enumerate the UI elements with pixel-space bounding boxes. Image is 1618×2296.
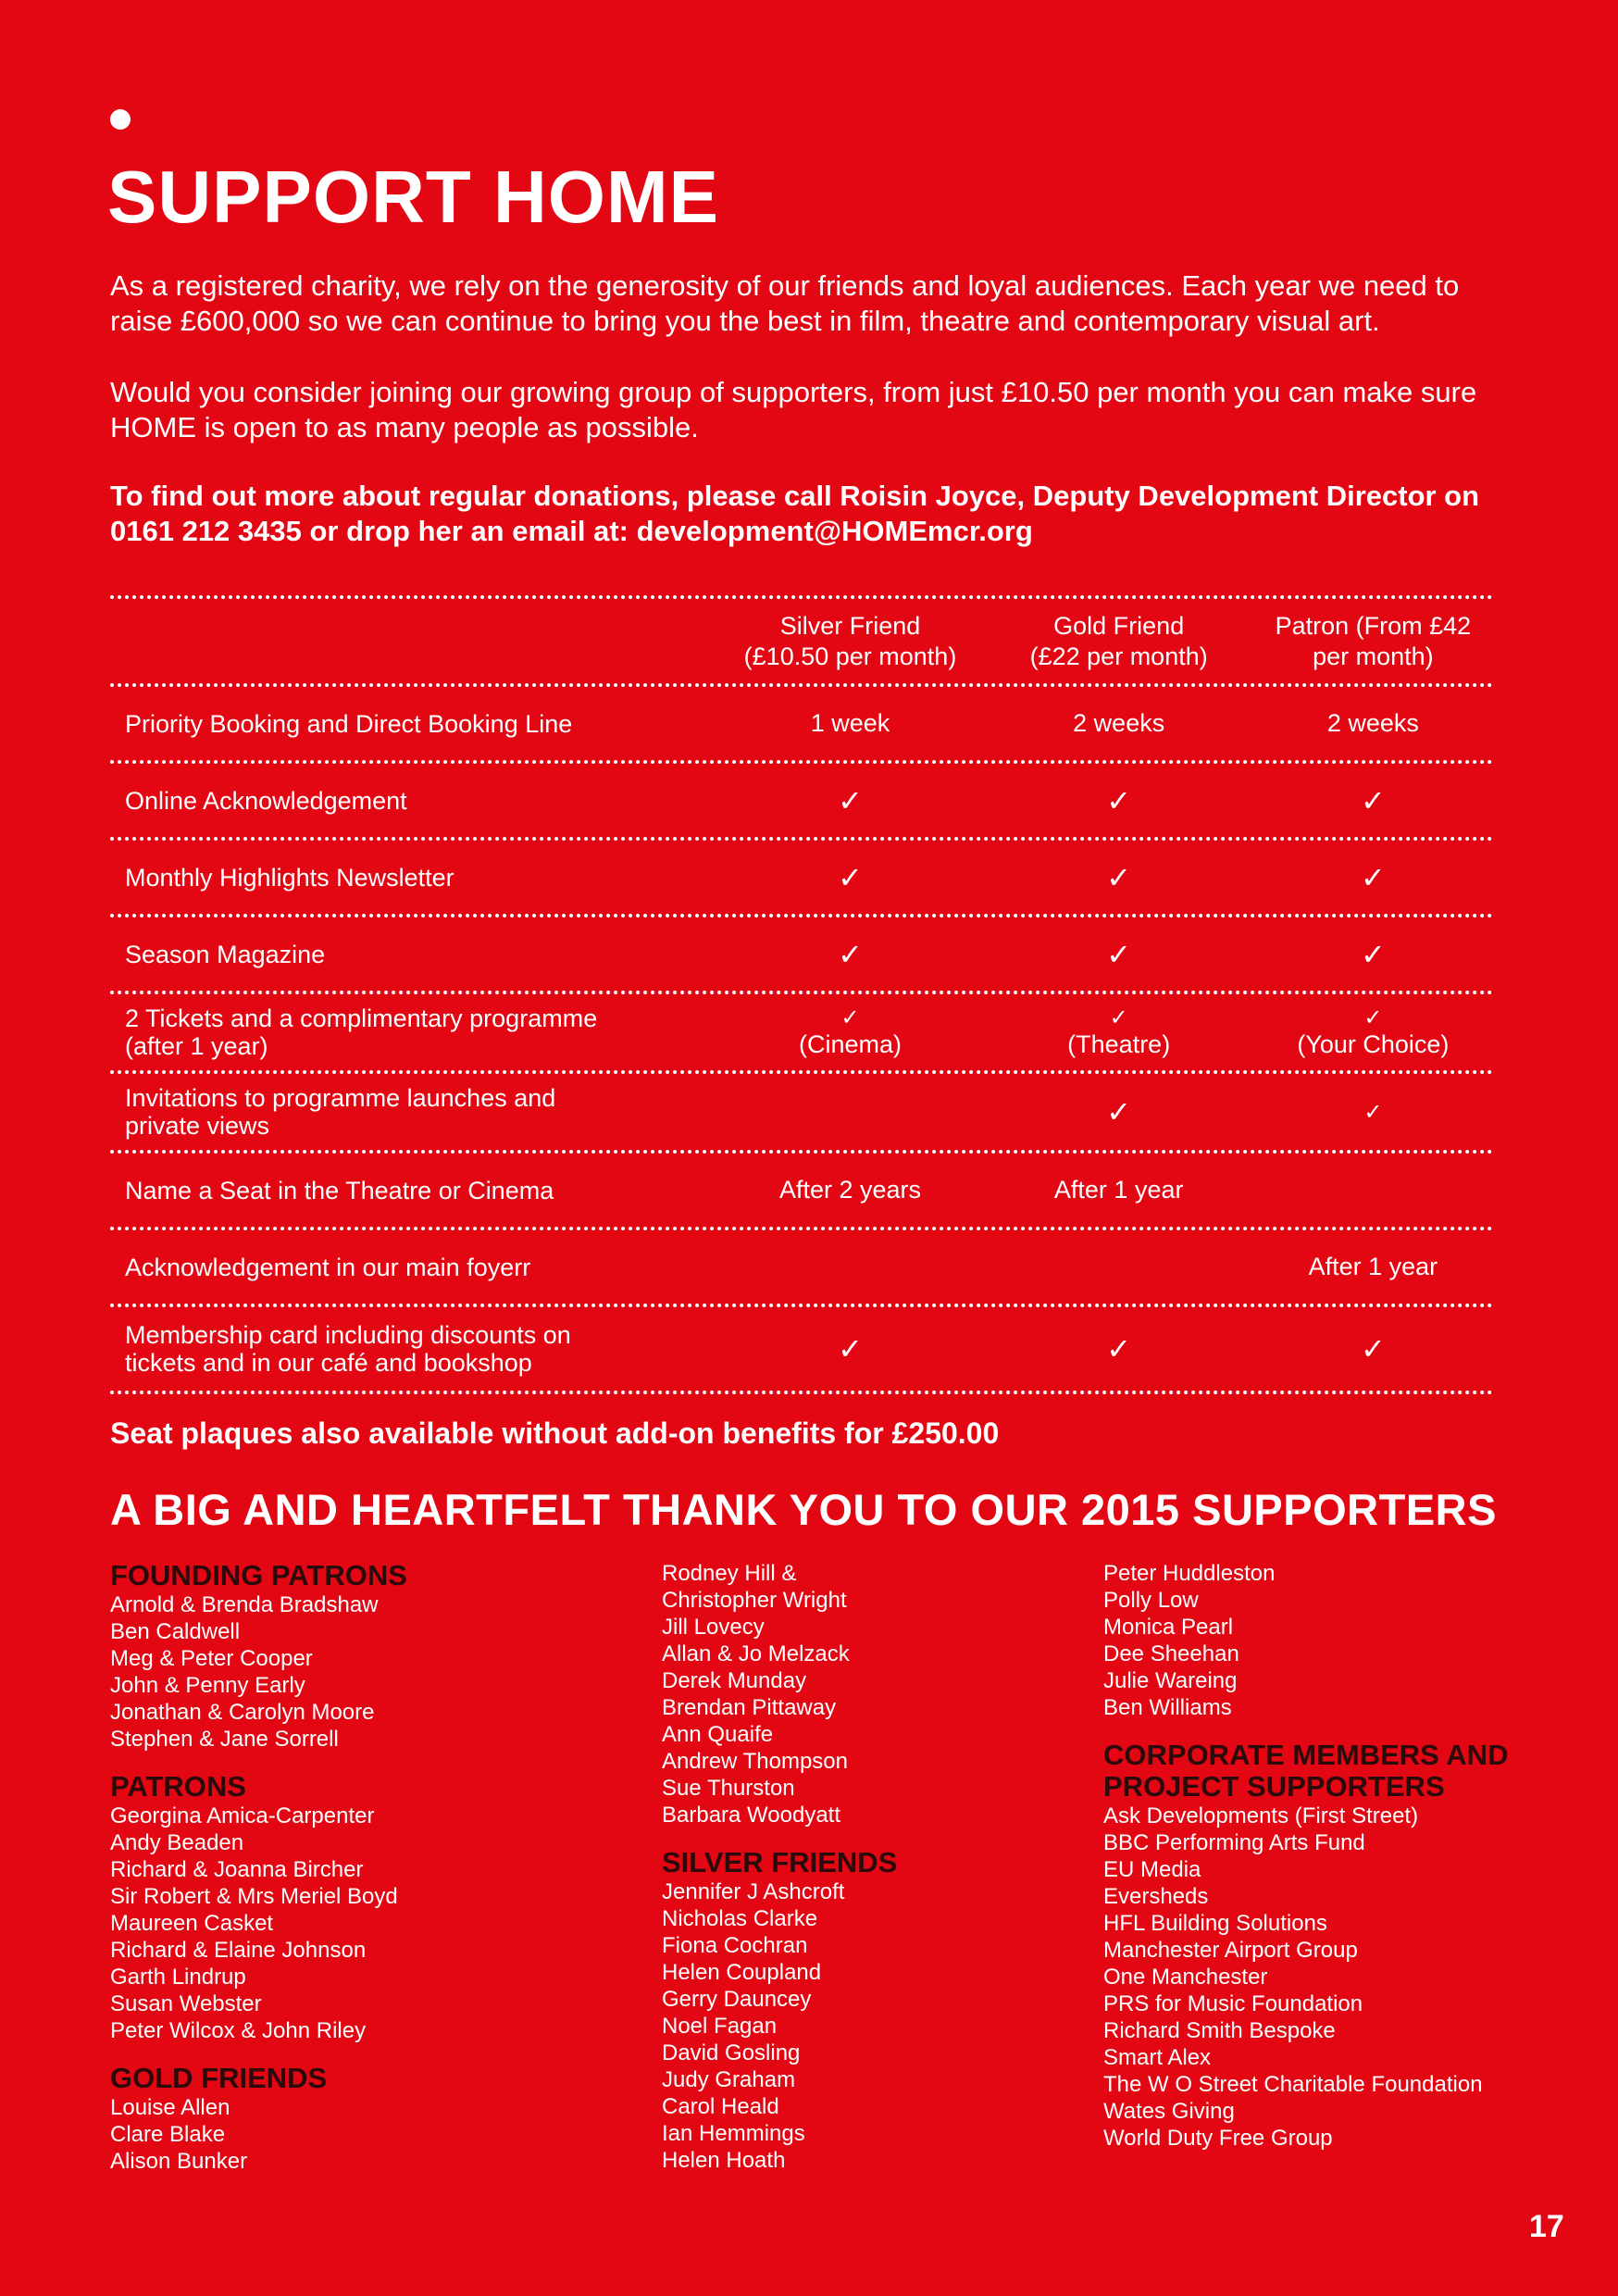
row-value-silver: After 2 years xyxy=(778,1176,922,1204)
header-patron-price: per month) xyxy=(1313,642,1434,670)
table-row xyxy=(110,1070,1493,1150)
supporter-name: David Gosling xyxy=(662,2040,801,2065)
supporter-name: Ben Caldwell xyxy=(110,1619,241,1644)
supporter-name: Maureen Casket xyxy=(110,1911,274,1936)
supporter-name: John & Penny Early xyxy=(110,1673,305,1698)
page-title: SUPPORT HOME xyxy=(107,156,719,238)
row-label: Priority Booking and Direct Booking Line xyxy=(125,709,573,738)
check-icon: ✓ xyxy=(1106,782,1132,818)
row-label-line: Membership card including discounts on xyxy=(125,1321,571,1349)
check-icon: ✓ xyxy=(1360,936,1386,972)
row-label xyxy=(110,1004,716,1060)
supporter-name: Clare Blake xyxy=(110,2122,226,2147)
row-value-patron: 2 weeks xyxy=(1326,709,1419,737)
section-heading-patrons: PATRONS xyxy=(110,1770,246,1803)
supporter-name: One Manchester xyxy=(1103,1965,1268,1990)
supporter-name: Ask Developments (First Street) xyxy=(1103,1803,1419,1828)
row-note: (Your Choice) xyxy=(1297,1029,1450,1058)
check-icon: ✓ xyxy=(1360,1331,1386,1366)
supporter-name: PRS for Music Foundation xyxy=(1103,1991,1363,2016)
table-row xyxy=(110,991,1493,1070)
supporters-column-2 xyxy=(662,1560,1069,2174)
supporter-name: Judy Graham xyxy=(662,2067,796,2092)
supporter-name: Julie Wareing xyxy=(1103,1668,1238,1693)
supporter-name: Georgina Amica-Carpenter xyxy=(110,1803,375,1828)
row-label-line: private views xyxy=(125,1112,270,1140)
bullet-dot xyxy=(110,109,131,130)
thanks-heading: A BIG AND HEARTFELT THANK YOU TO OUR 2015 SUPPORTERS xyxy=(110,1485,1497,1534)
row-label-line: Invitations to programme launches and xyxy=(125,1084,556,1112)
benefits-table xyxy=(110,595,1493,1394)
header-silver xyxy=(716,611,984,672)
supporter-name: Garth Lindrup xyxy=(110,1965,246,1990)
table-row xyxy=(110,760,1493,837)
row-value-patron: After 1 year xyxy=(1308,1253,1438,1280)
page-number: 17 xyxy=(1529,2209,1564,2244)
supporter-name: Sue Thurston xyxy=(662,1776,795,1801)
supporter-name: HFL Building Solutions xyxy=(1103,1911,1327,1936)
check-icon: ✓ xyxy=(1360,859,1386,895)
section-heading-founding-patrons: FOUNDING PATRONS xyxy=(110,1559,407,1591)
section-heading-silver-friends: SILVER FRIENDS xyxy=(662,1846,898,1878)
row-label-line: (after 1 year) xyxy=(125,1032,268,1060)
table-row xyxy=(110,914,1493,991)
supporter-name: Stephen & Jane Sorrell xyxy=(110,1727,339,1752)
supporter-name: BBC Performing Arts Fund xyxy=(1103,1830,1365,1855)
row-label-line: tickets and in our café and bookshop xyxy=(125,1349,532,1377)
check-icon: ✓ xyxy=(1363,1004,1383,1030)
supporter-name: Carol Heald xyxy=(662,2094,779,2119)
row-label xyxy=(110,1321,716,1377)
supporter-name: Monica Pearl xyxy=(1103,1615,1234,1640)
intro-paragraph-2: Would you consider joining our growing group of supporters, from just £10.50 per month you can make sure HOME is open to as many people as possible. xyxy=(110,376,1477,443)
table-row xyxy=(110,1227,1493,1304)
supporter-name: Christopher Wright xyxy=(662,1588,847,1613)
section-heading-gold-friends: GOLD FRIENDS xyxy=(110,2062,328,2094)
check-icon: ✓ xyxy=(1106,859,1132,895)
supporter-name: Helen Coupland xyxy=(662,1960,822,1985)
supporter-name: EU Media xyxy=(1103,1857,1201,1882)
row-label: Monthly Highlights Newsletter xyxy=(125,863,454,892)
section-heading-corporate-line2: PROJECT SUPPORTERS xyxy=(1103,1770,1445,1803)
contact-paragraph: To find out more about regular donations, please call Roisin Joyce, Deputy Development Director on 0161 212 3435 or drop her an email at: development@HOMEmcr.org xyxy=(110,480,1480,547)
intro-paragraph-1: As a registered charity, we rely on the generosity of our friends and loyal audiences. Each year we need to raise £600,000 so we can continue to bring you the best in film, theatre and contemporary visual art. xyxy=(110,269,1460,337)
table-row xyxy=(110,1304,1493,1394)
supporter-name: Gerry Dauncey xyxy=(662,1987,812,2012)
header-silver-price: (£10.50 per month) xyxy=(743,642,957,670)
supporter-name: Barbara Woodyatt xyxy=(662,1803,840,1828)
supporter-name: Noel Fagan xyxy=(662,2014,778,2039)
check-icon: ✓ xyxy=(840,1004,860,1030)
supporter-name: Polly Low xyxy=(1103,1588,1199,1613)
row-label: Online Acknowledgement xyxy=(125,786,407,815)
supporter-name: Louise Allen xyxy=(110,2095,230,2120)
supporter-name: Eversheds xyxy=(1103,1884,1209,1909)
supporter-name: Helen Hoath xyxy=(662,2148,786,2173)
supporter-name: Jill Lovecy xyxy=(662,1615,765,1640)
table-row xyxy=(110,1150,1493,1227)
check-icon: ✓ xyxy=(1363,1099,1383,1125)
supporters-column-1 xyxy=(110,1560,629,2175)
table-header-row xyxy=(110,595,1493,683)
header-gold xyxy=(985,611,1253,672)
supporter-name: Alison Bunker xyxy=(110,2149,248,2174)
supporter-name: World Duty Free Group xyxy=(1103,2126,1333,2151)
header-gold-price: (£22 per month) xyxy=(1029,642,1208,670)
supporter-name: Richard Smith Bespoke xyxy=(1103,2018,1336,2043)
supporter-name: Wates Giving xyxy=(1103,2099,1235,2124)
supporter-name: Andy Beaden xyxy=(110,1830,244,1855)
supporters-column-3 xyxy=(1103,1560,1566,2152)
supporter-name: Richard & Joanna Bircher xyxy=(110,1857,364,1882)
supporter-name: The W O Street Charitable Foundation xyxy=(1103,2072,1483,2097)
check-icon: ✓ xyxy=(838,859,863,895)
supporter-name: Ben Williams xyxy=(1103,1695,1232,1720)
supporter-name: Jennifer J Ashcroft xyxy=(662,1879,845,1904)
supporter-name: Meg & Peter Cooper xyxy=(110,1646,313,1671)
header-patron xyxy=(1253,611,1493,672)
supporter-name: Brendan Pittaway xyxy=(662,1695,837,1720)
supporter-name: Ian Hemmings xyxy=(662,2121,805,2146)
table-row xyxy=(110,837,1493,914)
section-heading-corporate: CORPORATE MEMBERS AND xyxy=(1103,1739,1509,1771)
supporter-name: Ann Quaife xyxy=(662,1722,774,1747)
supporter-name: Susan Webster xyxy=(110,1991,262,2016)
row-value-gold: After 1 year xyxy=(1053,1176,1184,1204)
supporter-name: Fiona Cochran xyxy=(662,1933,808,1958)
header-gold-name: Gold Friend xyxy=(1053,611,1185,640)
check-icon: ✓ xyxy=(1109,1004,1128,1030)
row-note: (Cinema) xyxy=(798,1029,902,1058)
supporter-name: Smart Alex xyxy=(1103,2045,1212,2070)
supporter-name: Sir Robert & Mrs Meriel Boyd xyxy=(110,1884,398,1909)
supporter-name: Derek Munday xyxy=(662,1668,807,1693)
row-value-silver: 1 week xyxy=(810,709,890,737)
check-icon: ✓ xyxy=(838,936,863,972)
check-icon: ✓ xyxy=(1106,1331,1132,1366)
check-icon: ✓ xyxy=(838,1331,863,1366)
supporter-name: Rodney Hill & xyxy=(662,1561,797,1586)
seat-plaque-note: Seat plaques also available without add-on benefits for £250.00 xyxy=(110,1416,1000,1450)
row-note: (Theatre) xyxy=(1067,1029,1171,1058)
supporter-name: Arnold & Brenda Bradshaw xyxy=(110,1592,379,1617)
row-label: Season Magazine xyxy=(125,940,326,968)
row-label-line: 2 Tickets and a complimentary programme xyxy=(125,1004,598,1032)
row-label: Name a Seat in the Theatre or Cinema xyxy=(125,1176,554,1204)
check-icon: ✓ xyxy=(1106,936,1132,972)
header-silver-name: Silver Friend xyxy=(779,611,921,640)
supporter-name: Jonathan & Carolyn Moore xyxy=(110,1700,375,1725)
row-label: Acknowledgement in our main foyerr xyxy=(125,1253,531,1281)
supporter-name: Peter Wilcox & John Riley xyxy=(110,2018,367,2043)
supporter-name: Richard & Elaine Johnson xyxy=(110,1938,367,1963)
supporter-name: Allan & Jo Melzack xyxy=(662,1641,850,1666)
check-icon: ✓ xyxy=(838,782,863,818)
supporter-name: Manchester Airport Group xyxy=(1103,1938,1358,1963)
check-icon: ✓ xyxy=(1106,1094,1132,1129)
supporter-name: Dee Sheehan xyxy=(1103,1641,1239,1666)
supporter-name: Peter Huddleston xyxy=(1103,1561,1276,1586)
supporter-name: Andrew Thompson xyxy=(662,1749,848,1774)
header-patron-name: Patron (From £42 xyxy=(1275,611,1472,640)
row-label xyxy=(110,1084,716,1140)
row-value-gold: 2 weeks xyxy=(1073,709,1165,737)
check-icon: ✓ xyxy=(1360,782,1386,818)
supporter-name: Nicholas Clarke xyxy=(662,1906,818,1931)
table-row xyxy=(110,683,1493,760)
